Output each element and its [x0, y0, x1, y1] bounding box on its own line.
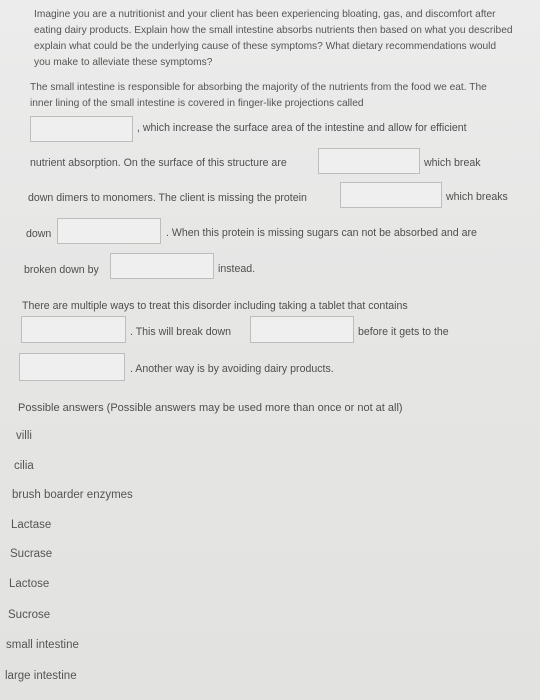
option-large-intestine: large intestine: [5, 670, 77, 682]
text-down: down: [26, 228, 52, 240]
answer-blank-7[interactable]: [250, 316, 354, 343]
text-after-blank-1: , which increase the surface area of the intestine and allow for efficient: [137, 122, 467, 134]
option-villi: villi: [16, 430, 32, 442]
answer-blank-2[interactable]: [318, 148, 420, 174]
option-brush-border-enzymes: brush boarder enzymes: [12, 489, 133, 501]
answer-blank-5[interactable]: [110, 253, 214, 279]
question-paragraph: The small intestine is responsible for absorbing the majority of the nutrients from the food we eat. The inner lining of the small intestine is covered in finger-like projections called: [30, 82, 487, 109]
text-broken-down-by: broken down by: [24, 264, 99, 276]
text-before: before it gets to the: [358, 326, 449, 338]
option-lactase: Lactase: [11, 519, 52, 531]
text-down-dimers: down dimers to monomers. The client is missing the protein: [28, 192, 307, 204]
text-which-break: which break: [424, 157, 481, 169]
answer-blank-1[interactable]: [30, 116, 133, 142]
answer-blank-3[interactable]: [340, 182, 442, 208]
text-treat: There are multiple ways to treat this disorder including taking a tablet that contains: [22, 300, 408, 312]
text-this-will: . This will break down: [130, 326, 232, 338]
text-nutrient-absorption: nutrient absorption. On the surface of this structure are: [30, 157, 287, 169]
option-lactose: Lactose: [9, 578, 50, 590]
answer-blank-4[interactable]: [57, 218, 161, 244]
option-cilia: cilia: [14, 460, 34, 472]
question-intro: Imagine you are a nutritionist and your client has been experiencing bloating, gas, and discomfort after eating dairy products. Explain how the small intestine absorbs nutrients then based on what you described explain what could be the underlying cause of these symptoms? What dietary recommendations would you make to alleviate these symptoms?: [34, 9, 513, 68]
text-when-missing: . When this protein is missing sugars can not be absorbed and are: [166, 227, 477, 239]
answer-blank-6[interactable]: [21, 316, 126, 343]
answer-blank-8[interactable]: [19, 353, 125, 381]
text-instead: instead.: [218, 263, 256, 275]
option-small-intestine: small intestine: [6, 639, 79, 651]
text-another-way: . Another way is by avoiding dairy products.: [130, 363, 334, 375]
option-sucrase: Sucrase: [10, 548, 53, 560]
text-which-breaks: which breaks: [446, 191, 508, 203]
possible-answers-heading: Possible answers (Possible answers may be used more than once or not at all): [18, 402, 403, 414]
option-sucrose: Sucrose: [8, 609, 51, 621]
